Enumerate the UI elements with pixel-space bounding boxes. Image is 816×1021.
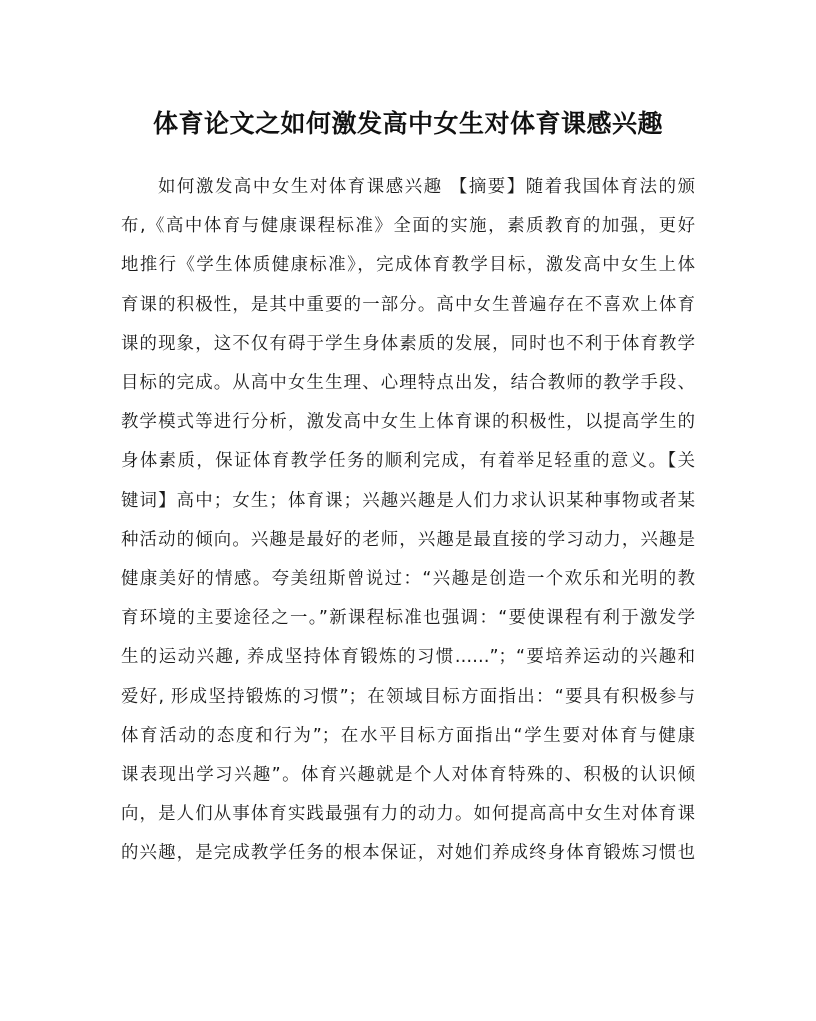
body-line: 课的现象，这不仅有碍于学生身体素质的发展，同时也不利于体育教学 xyxy=(121,333,695,354)
body-line: 向，是人们从事体育实践最强有力的动力。如何提高高中女生对体育课 xyxy=(121,804,695,825)
body-line: 课表现出学习兴趣”。体育兴趣就是个人对体育特殊的、积极的认识倾 xyxy=(121,765,695,785)
body-line: 的兴趣，是完成教学任务的根本保证，对她们养成终身体育锻炼习惯也 xyxy=(121,843,695,864)
document-title: 体育论文之如何激发高中女生对体育课感兴趣 xyxy=(152,109,663,138)
body-line: 育课的积极性，是其中重要的一部分。高中女生普遍存在不喜欢上体育 xyxy=(121,294,695,315)
body-line: 种活动的倾向。兴趣是最好的老师，兴趣是最直接的学习动力，兴趣是 xyxy=(121,529,695,550)
body-line: 如何激发高中女生对体育课感兴趣 【摘要】随着我国体育法的颁 xyxy=(158,177,695,197)
body-line: 生的运动兴趣, 养成坚持体育锻炼的习惯……”；“要培养运动的兴趣和 xyxy=(121,647,695,668)
body-line: 爱好, 形成坚持锻炼的习惯”；在领域目标方面指出：“要具有积极参与 xyxy=(121,686,695,707)
body-line: 地推行《学生体质健康标准》，完成体育教学目标，激发高中女生上体 xyxy=(121,255,695,276)
body-line: 健康美好的情感。夸美纽斯曾说过：“兴趣是创造一个欢乐和光明的教 xyxy=(121,569,695,589)
body-line: 身体素质，保证体育教学任务的顺利完成，有着举足轻重的意义。【关 xyxy=(121,451,695,472)
body-line: 育环境的主要途径之一。”新课程标准也强调：“要使课程有利于激发学 xyxy=(121,608,695,629)
body-line: 教学模式等进行分析，激发高中女生上体育课的积极性，以提高学生的 xyxy=(121,412,695,433)
body-line: 键词】高中；女生；体育课；兴趣兴趣是人们力求认识某种事物或者某 xyxy=(121,490,695,511)
body-line: 体育活动的态度和行为”；在水平目标方面指出“学生要对体育与健康 xyxy=(121,725,695,746)
body-line: 布,《高中体育与健康课程标准》全面的实施，素质教育的加强，更好 xyxy=(121,216,695,237)
body-line: 目标的完成。从高中女生生理、心理特点出发，结合教师的教学手段、 xyxy=(121,373,695,393)
